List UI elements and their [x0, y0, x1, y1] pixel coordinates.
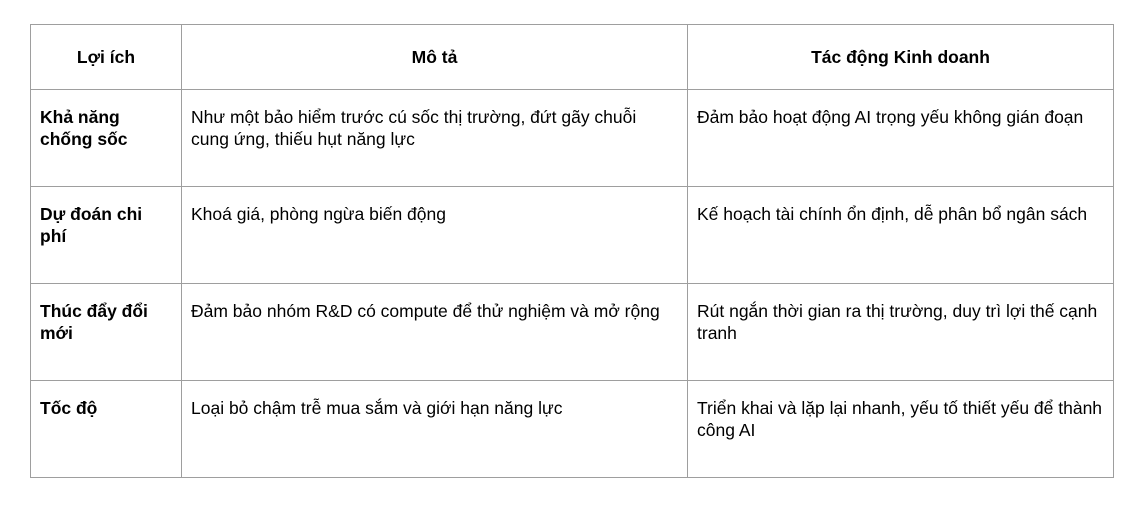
impact-cell: Triển khai và lặp lại nhanh, yếu tố thiết yếu để thành công AI — [688, 381, 1114, 478]
table-row — [31, 284, 1114, 381]
table-row — [31, 187, 1114, 284]
impact-cell: Rút ngắn thời gian ra thị trường, duy trì lợi thế cạnh tranh — [688, 284, 1114, 381]
benefits-table — [30, 24, 1114, 478]
benefit-cell: Khả năng chống sốc — [31, 90, 182, 187]
table-header-row — [31, 25, 1114, 90]
table-row — [31, 381, 1114, 478]
table-row — [31, 90, 1114, 187]
impact-cell: Kế hoạch tài chính ổn định, dễ phân bổ ngân sách — [688, 187, 1114, 284]
benefit-cell: Tốc độ — [31, 381, 182, 478]
description-cell: Khoá giá, phòng ngừa biến động — [182, 187, 688, 284]
column-header-description: Mô tả — [182, 25, 688, 90]
column-header-impact: Tác động Kinh doanh — [688, 25, 1114, 90]
description-cell: Đảm bảo nhóm R&D có compute để thử nghiệm và mở rộng — [182, 284, 688, 381]
description-cell: Loại bỏ chậm trễ mua sắm và giới hạn năng lực — [182, 381, 688, 478]
benefit-cell: Dự đoán chi phí — [31, 187, 182, 284]
description-cell: Như một bảo hiểm trước cú sốc thị trường, đứt gãy chuỗi cung ứng, thiếu hụt năng lực — [182, 90, 688, 187]
benefit-cell: Thúc đẩy đổi mới — [31, 284, 182, 381]
impact-cell: Đảm bảo hoạt động AI trọng yếu không gián đoạn — [688, 90, 1114, 187]
column-header-benefit: Lợi ích — [31, 25, 182, 90]
